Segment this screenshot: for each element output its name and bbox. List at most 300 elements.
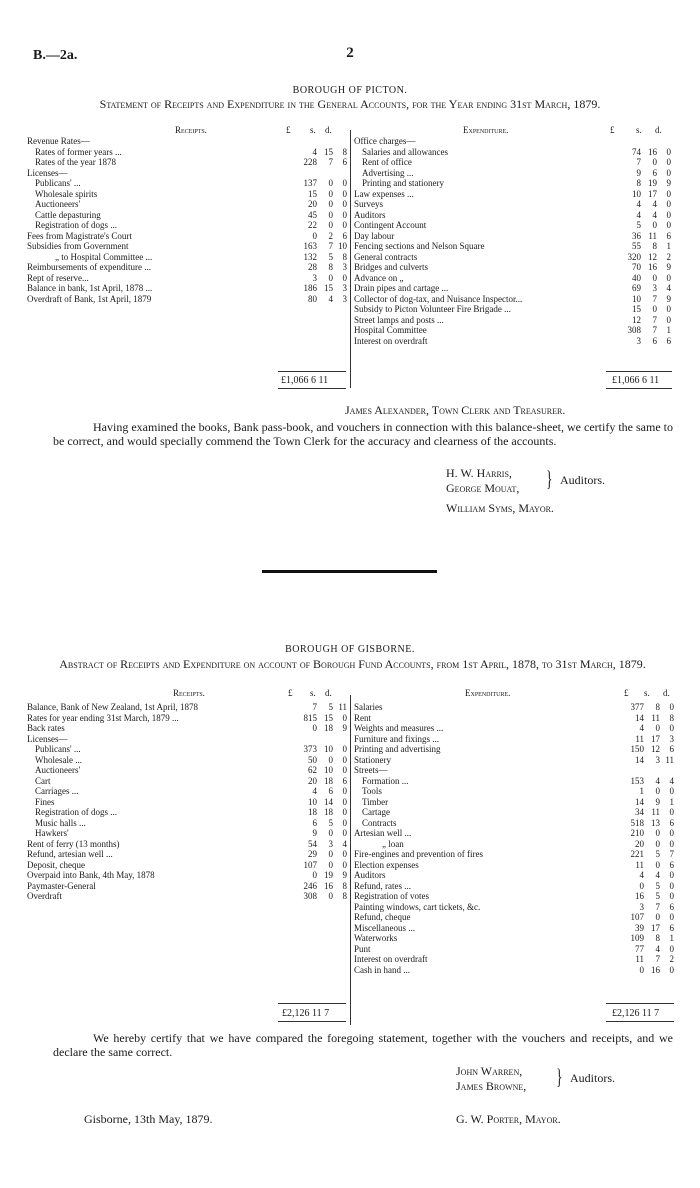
ledger-item-label: Balance, Bank of New Zealand, 1st April, 1878 bbox=[27, 702, 198, 712]
ledger-item-label: Fire-engines and prevention of fires bbox=[354, 849, 483, 859]
ledger-row bbox=[27, 273, 347, 284]
picton-audit-certificate: Having examined the books, Bank pass-book, and vouchers in connection with this balance-sheet, we certify the same to be correct, and would specially commend the Town Clerk for the accuracy and clearness of the accounts. bbox=[53, 420, 673, 448]
total-rule bbox=[606, 371, 672, 372]
ledger-item-label: „ to Hospital Committee ... bbox=[55, 251, 153, 262]
ledger-row bbox=[27, 241, 347, 252]
amount-pounds: 22 bbox=[308, 220, 317, 230]
ledger-row bbox=[27, 765, 347, 776]
ledger-item-label: Rates of the year 1878 bbox=[35, 157, 116, 167]
amount-pounds: 16 bbox=[635, 891, 644, 901]
amount-pence: 8 bbox=[342, 146, 347, 157]
amount-pence: 4 bbox=[669, 775, 674, 786]
amount-pence: 0 bbox=[666, 220, 671, 230]
amount-shillings: 11 bbox=[648, 230, 657, 241]
ledger-row bbox=[354, 965, 674, 976]
gisborne-expenditure-list bbox=[354, 702, 674, 975]
amount-pence: 0 bbox=[669, 807, 674, 817]
ledger-item-label: Rept of reserve... bbox=[27, 272, 89, 283]
ledger-item-label: Auditors bbox=[354, 209, 386, 220]
gisborne-expenditure-total: £2,126 11 7 bbox=[612, 1008, 660, 1019]
ledger-item-label: Waterworks bbox=[354, 933, 398, 943]
ledger-row bbox=[27, 828, 347, 839]
ledger-row bbox=[27, 168, 347, 179]
ledger-row bbox=[354, 797, 674, 808]
amount-pounds: 153 bbox=[630, 775, 644, 786]
ledger-item-label: Reimbursements of expenditure ... bbox=[27, 262, 151, 272]
amount-shillings: 7 bbox=[328, 241, 333, 251]
gisborne-abstract-title: Abstract of Receipts and Expenditure on account of Borough Fund Accounts, from 1st April, 1878, to 31st March, 1879. bbox=[59, 657, 646, 671]
ledger-item-label: Registration of dogs ... bbox=[35, 807, 117, 817]
ledger-row bbox=[354, 713, 674, 724]
ledger-row bbox=[354, 336, 671, 347]
ledger-item-label: Auctioneers' bbox=[35, 199, 81, 209]
amount-pence: 2 bbox=[666, 251, 671, 262]
amount-pounds: 228 bbox=[303, 157, 317, 167]
ledger-row bbox=[354, 776, 674, 787]
amount-pence: 0 bbox=[666, 167, 671, 178]
ledger-row bbox=[27, 283, 347, 294]
amount-pence: 0 bbox=[342, 807, 347, 817]
ledger-item-label: Advertising ... bbox=[362, 167, 414, 178]
amount-pence: 0 bbox=[342, 199, 347, 209]
amount-pence: 0 bbox=[666, 304, 671, 314]
ledger-item-label: Registration of dogs ... bbox=[35, 220, 117, 230]
amount-shillings: 0 bbox=[652, 272, 657, 283]
document-reference: B.—2a. bbox=[33, 48, 78, 63]
amount-pounds: 20 bbox=[308, 775, 317, 786]
amount-shillings: 16 bbox=[648, 262, 657, 272]
amount-pounds: 55 bbox=[632, 241, 641, 251]
amount-shillings: 8 bbox=[652, 241, 657, 251]
ledger-row bbox=[27, 252, 347, 263]
pence-symbol: d. bbox=[663, 688, 670, 698]
ledger-row bbox=[27, 220, 347, 231]
amount-shillings: 6 bbox=[652, 335, 657, 346]
ledger-row bbox=[27, 294, 347, 305]
ledger-row bbox=[354, 702, 674, 713]
amount-shillings: 3 bbox=[328, 838, 333, 849]
amount-pounds: 4 bbox=[636, 199, 641, 209]
ledger-item-label: Auditors bbox=[354, 870, 386, 880]
amount-pence: 3 bbox=[669, 733, 674, 744]
amount-pence: 0 bbox=[666, 272, 671, 283]
amount-shillings: 7 bbox=[655, 954, 660, 964]
picton-receipts-heading: Receipts. bbox=[175, 125, 207, 135]
ledger-item-label: Day labour bbox=[354, 230, 395, 241]
ledger-row bbox=[354, 765, 674, 776]
ledger-item-label: Streets— bbox=[354, 765, 388, 775]
amount-shillings: 0 bbox=[652, 220, 657, 230]
amount-pounds: 45 bbox=[308, 209, 317, 220]
shilling-symbol: s. bbox=[310, 688, 316, 698]
gisborne-borough-title: BOROUGH OF GISBORNE. bbox=[285, 644, 415, 655]
amount-shillings: 13 bbox=[651, 817, 660, 828]
amount-shillings: 16 bbox=[324, 880, 333, 891]
amount-shillings: 3 bbox=[652, 283, 657, 293]
amount-pence: 0 bbox=[666, 314, 671, 325]
ledger-row bbox=[354, 294, 671, 305]
amount-shillings: 0 bbox=[652, 157, 657, 167]
gisborne-mayor-signature: G. W. Porter, Mayor. bbox=[456, 1112, 561, 1126]
picton-expenditure-total: £1,066 6 11 bbox=[612, 375, 660, 386]
ledger-item-label: Carriages ... bbox=[35, 786, 79, 796]
amount-shillings: 7 bbox=[655, 901, 660, 912]
amount-pounds: 10 bbox=[308, 796, 317, 807]
ledger-item-label: Rates of former years ... bbox=[35, 146, 122, 157]
amount-pounds: 308 bbox=[627, 325, 641, 335]
ledger-item-label: Formation ... bbox=[362, 775, 409, 786]
ledger-row bbox=[354, 723, 674, 734]
ledger-row bbox=[354, 220, 671, 231]
amount-pence: 0 bbox=[666, 188, 671, 199]
amount-shillings: 17 bbox=[651, 922, 660, 933]
amount-pounds: 10 bbox=[632, 188, 641, 199]
amount-pounds: 12 bbox=[632, 314, 641, 325]
amount-pounds: 6 bbox=[312, 817, 317, 828]
amount-shillings: 15 bbox=[324, 712, 333, 723]
ledger-row bbox=[354, 147, 671, 158]
ledger-item-label: Painting windows, cart tickets, &c. bbox=[354, 901, 481, 912]
ledger-row bbox=[354, 902, 674, 913]
ledger-row bbox=[354, 304, 671, 315]
amount-pounds: 1 bbox=[639, 786, 644, 796]
ledger-item-label: Interest on overdraft bbox=[354, 954, 428, 964]
amount-shillings: 12 bbox=[651, 744, 660, 754]
amount-shillings: 0 bbox=[655, 838, 660, 849]
picton-mayor-signature: William Syms, Mayor. bbox=[446, 501, 554, 515]
amount-shillings: 5 bbox=[328, 702, 333, 712]
amount-pounds: 14 bbox=[635, 754, 644, 765]
amount-pounds: 150 bbox=[630, 744, 644, 754]
amount-pence: 9 bbox=[342, 723, 347, 733]
ledger-item-label: Back rates bbox=[27, 723, 65, 733]
amount-shillings: 0 bbox=[328, 754, 333, 765]
ledger-row bbox=[354, 189, 671, 200]
amount-pence: 0 bbox=[342, 744, 347, 754]
ledger-item-label: Law expenses ... bbox=[354, 188, 414, 199]
amount-shillings: 4 bbox=[655, 775, 660, 786]
amount-pounds: 7 bbox=[312, 702, 317, 712]
ledger-row bbox=[27, 723, 347, 734]
amount-shillings: 17 bbox=[651, 733, 660, 744]
ledger-row bbox=[27, 157, 347, 168]
ledger-item-label: Election expenses bbox=[354, 859, 419, 870]
ledger-row bbox=[354, 849, 674, 860]
amount-pence: 1 bbox=[666, 241, 671, 251]
amount-shillings: 15 bbox=[324, 146, 333, 157]
ledger-item-label: Wholesale spirits bbox=[35, 188, 98, 199]
amount-pence: 0 bbox=[669, 786, 674, 796]
amount-pounds: 10 bbox=[632, 293, 641, 304]
amount-shillings: 0 bbox=[655, 912, 660, 922]
amount-shillings: 0 bbox=[655, 786, 660, 796]
amount-shillings: 15 bbox=[324, 283, 333, 293]
shilling-symbol: s. bbox=[310, 125, 316, 135]
picton-auditors-label: Auditors. bbox=[560, 473, 605, 487]
amount-pence: 0 bbox=[669, 723, 674, 733]
ledger-row bbox=[27, 776, 347, 787]
amount-pounds: 11 bbox=[635, 733, 644, 744]
picton-auditor-1: H. W. Harris, bbox=[446, 466, 512, 480]
ledger-row bbox=[354, 860, 674, 871]
amount-pence: 0 bbox=[342, 796, 347, 807]
amount-shillings: 4 bbox=[328, 293, 333, 304]
amount-pounds: 77 bbox=[635, 943, 644, 954]
amount-pounds: 9 bbox=[636, 167, 641, 178]
amount-pence: 0 bbox=[666, 209, 671, 220]
ledger-item-label: Music halls ... bbox=[35, 817, 86, 828]
ledger-item-label: Subsidy to Picton Volunteer Fire Brigade ... bbox=[354, 304, 511, 314]
brace-glyph: } bbox=[556, 1064, 563, 1089]
shilling-symbol: s. bbox=[636, 125, 642, 135]
amount-pence: 6 bbox=[666, 230, 671, 241]
gisborne-audit-certificate: We hereby certify that we have compared the foregoing statement, together with the vouchers and receipts, and we declare the same correct. bbox=[53, 1031, 673, 1059]
ledger-item-label: Revenue Rates— bbox=[27, 136, 90, 146]
amount-pence: 6 bbox=[669, 817, 674, 828]
ledger-row bbox=[27, 262, 347, 273]
amount-pence: 0 bbox=[342, 859, 347, 870]
ledger-item-label: Contingent Account bbox=[354, 220, 427, 230]
ledger-item-label: Bridges and culverts bbox=[354, 262, 428, 272]
amount-shillings: 4 bbox=[652, 209, 657, 220]
ledger-row bbox=[354, 136, 671, 147]
column-divider bbox=[350, 695, 351, 1025]
ledger-row bbox=[354, 231, 671, 242]
ledger-item-label: Street lamps and posts ... bbox=[354, 314, 444, 325]
amount-shillings: 17 bbox=[648, 188, 657, 199]
ledger-row bbox=[27, 891, 347, 902]
amount-pence: 0 bbox=[342, 849, 347, 859]
amount-shillings: 5 bbox=[328, 817, 333, 828]
amount-shillings: 5 bbox=[655, 880, 660, 891]
ledger-item-label: Publicans' ... bbox=[35, 178, 81, 188]
amount-pence: 6 bbox=[342, 157, 347, 167]
ledger-row bbox=[354, 744, 674, 755]
ledger-row bbox=[27, 147, 347, 158]
picton-auditor-2: George Mouat, bbox=[446, 481, 520, 495]
ledger-item-label: Rates for year ending 31st March, 1879 ... bbox=[27, 712, 179, 723]
ledger-item-label: Cart bbox=[35, 775, 51, 786]
amount-pence: 6 bbox=[342, 775, 347, 786]
picton-receipts-list bbox=[27, 136, 347, 304]
ledger-item-label: „ loan bbox=[382, 838, 404, 849]
gisborne-auditors-label: Auditors. bbox=[570, 1071, 615, 1085]
amount-pounds: 246 bbox=[303, 880, 317, 891]
gisborne-auditor-1: John Warren, bbox=[456, 1064, 523, 1078]
amount-pounds: 74 bbox=[632, 146, 641, 157]
ledger-row bbox=[354, 891, 674, 902]
amount-shillings: 12 bbox=[648, 251, 657, 262]
amount-shillings: 0 bbox=[328, 891, 333, 901]
amount-pounds: 4 bbox=[312, 146, 317, 157]
gisborne-receipts-total: £2,126 11 7 bbox=[282, 1008, 330, 1019]
amount-pence: 0 bbox=[342, 828, 347, 838]
total-rule bbox=[606, 388, 672, 389]
amount-pounds: 5 bbox=[636, 220, 641, 230]
ledger-row bbox=[27, 702, 347, 713]
ledger-item-label: Miscellaneous ... bbox=[354, 922, 415, 933]
amount-pounds: 14 bbox=[635, 712, 644, 723]
amount-pounds: 54 bbox=[308, 838, 317, 849]
amount-shillings: 10 bbox=[324, 744, 333, 754]
gisborne-place-date: Gisborne, 13th May, 1879. bbox=[84, 1112, 213, 1126]
amount-shillings: 7 bbox=[652, 314, 657, 325]
ledger-row bbox=[27, 744, 347, 755]
amount-shillings: 16 bbox=[648, 146, 657, 157]
amount-pence: 3 bbox=[342, 283, 347, 293]
total-rule bbox=[606, 1003, 674, 1004]
amount-pence: 6 bbox=[669, 744, 674, 754]
amount-shillings: 5 bbox=[655, 891, 660, 901]
ledger-item-label: Surveys bbox=[354, 199, 383, 209]
ledger-row bbox=[27, 839, 347, 850]
ledger-item-label: Printing and advertising bbox=[354, 744, 441, 754]
amount-pounds: 8 bbox=[636, 178, 641, 188]
amount-pence: 0 bbox=[342, 817, 347, 828]
amount-pounds: 62 bbox=[308, 765, 317, 775]
amount-pence: 4 bbox=[342, 838, 347, 849]
amount-pounds: 107 bbox=[303, 859, 317, 870]
pound-symbol: £ bbox=[624, 688, 629, 698]
amount-pence: 0 bbox=[342, 209, 347, 220]
amount-pounds: 3 bbox=[312, 272, 317, 283]
pence-symbol: d. bbox=[655, 125, 662, 135]
total-rule bbox=[278, 371, 346, 372]
amount-pence: 3 bbox=[342, 262, 347, 272]
amount-shillings: 18 bbox=[324, 775, 333, 786]
amount-shillings: 7 bbox=[652, 293, 657, 304]
amount-pounds: 0 bbox=[312, 230, 317, 241]
ledger-row bbox=[354, 881, 674, 892]
ledger-row bbox=[354, 210, 671, 221]
amount-pence: 1 bbox=[669, 933, 674, 943]
amount-pounds: 29 bbox=[308, 849, 317, 859]
ledger-item-label: General contracts bbox=[354, 251, 418, 262]
amount-shillings: 4 bbox=[652, 199, 657, 209]
amount-shillings: 7 bbox=[328, 157, 333, 167]
brace-glyph: } bbox=[546, 466, 553, 491]
ledger-item-label: Paymaster-General bbox=[27, 880, 96, 891]
ledger-row bbox=[27, 881, 347, 892]
amount-pounds: 186 bbox=[303, 283, 317, 293]
amount-pence: 0 bbox=[342, 786, 347, 796]
ledger-item-label: Fines bbox=[35, 796, 55, 807]
ledger-row bbox=[354, 315, 671, 326]
ledger-item-label: Refund, rates ... bbox=[354, 880, 411, 891]
ledger-item-label: Overpaid into Bank, 4th May, 1878 bbox=[27, 870, 155, 880]
amount-pounds: 308 bbox=[303, 891, 317, 901]
pence-symbol: d. bbox=[325, 688, 332, 698]
amount-pounds: 3 bbox=[639, 901, 644, 912]
amount-pence: 9 bbox=[666, 293, 671, 304]
amount-pence: 0 bbox=[666, 146, 671, 157]
amount-shillings: 8 bbox=[328, 262, 333, 272]
ledger-row bbox=[354, 262, 671, 273]
ledger-row bbox=[27, 849, 347, 860]
amount-pounds: 11 bbox=[635, 859, 644, 870]
ledger-row bbox=[354, 828, 674, 839]
ledger-row bbox=[354, 839, 674, 850]
ledger-row bbox=[354, 807, 674, 818]
amount-pence: 6 bbox=[669, 922, 674, 933]
ledger-item-label: Registration of votes bbox=[354, 891, 429, 901]
amount-pounds: 107 bbox=[630, 912, 644, 922]
amount-shillings: 14 bbox=[324, 796, 333, 807]
pound-symbol: £ bbox=[610, 125, 615, 135]
ledger-item-label: Printing and stationery bbox=[362, 178, 444, 188]
ledger-row bbox=[27, 210, 347, 221]
gisborne-receipts-list bbox=[27, 702, 347, 902]
total-rule bbox=[606, 1021, 674, 1022]
amount-pounds: 18 bbox=[308, 807, 317, 817]
amount-shillings: 0 bbox=[328, 849, 333, 859]
ledger-row bbox=[354, 870, 674, 881]
amount-pence: 0 bbox=[666, 157, 671, 167]
column-divider bbox=[350, 130, 351, 388]
amount-pence: 0 bbox=[669, 964, 674, 975]
amount-pounds: 39 bbox=[635, 922, 644, 933]
amount-shillings: 11 bbox=[651, 712, 660, 723]
ledger-item-label: Furniture and fixings ... bbox=[354, 733, 439, 744]
amount-pounds: 373 bbox=[303, 744, 317, 754]
amount-pounds: 14 bbox=[635, 796, 644, 807]
amount-shillings: 4 bbox=[655, 943, 660, 954]
ledger-item-label: Artesian well ... bbox=[354, 828, 412, 838]
amount-pounds: 132 bbox=[303, 251, 317, 262]
amount-pounds: 4 bbox=[312, 786, 317, 796]
amount-shillings: 0 bbox=[328, 209, 333, 220]
amount-shillings: 4 bbox=[655, 870, 660, 880]
amount-pence: 6 bbox=[342, 230, 347, 241]
ledger-row bbox=[354, 168, 671, 179]
amount-pence: 8 bbox=[342, 891, 347, 901]
ledger-item-label: Overdraft of Bank, 1st April, 1879 bbox=[27, 293, 152, 304]
amount-pence: 0 bbox=[669, 828, 674, 838]
ledger-row bbox=[27, 231, 347, 242]
ledger-item-label: Deposit, cheque bbox=[27, 859, 85, 870]
ledger-item-label: Advance on „ bbox=[354, 272, 404, 283]
ledger-item-label: Overdraft bbox=[27, 891, 62, 901]
picton-expenditure-heading: Expenditure. bbox=[463, 125, 509, 135]
ledger-item-label: Wholesale ... bbox=[35, 754, 82, 765]
ledger-item-label: Hospital Committee bbox=[354, 325, 427, 335]
amount-pounds: 320 bbox=[627, 251, 641, 262]
amount-pounds: 15 bbox=[308, 188, 317, 199]
amount-pence: 0 bbox=[342, 754, 347, 765]
ledger-row bbox=[27, 734, 347, 745]
amount-pounds: 36 bbox=[632, 230, 641, 241]
amount-shillings: 0 bbox=[655, 859, 660, 870]
amount-shillings: 0 bbox=[328, 859, 333, 870]
ledger-row bbox=[27, 755, 347, 766]
ledger-item-label: Licenses— bbox=[27, 733, 68, 744]
picton-borough-title: BOROUGH OF PICTON. bbox=[292, 85, 408, 96]
ledger-item-label: Cartage bbox=[362, 807, 390, 817]
amount-pence: 11 bbox=[665, 754, 674, 765]
amount-shillings: 10 bbox=[324, 765, 333, 775]
amount-shillings: 0 bbox=[655, 723, 660, 733]
amount-pence: 0 bbox=[669, 943, 674, 954]
amount-pounds: 109 bbox=[630, 933, 644, 943]
amount-shillings: 6 bbox=[328, 786, 333, 796]
amount-shillings: 0 bbox=[328, 188, 333, 199]
picton-statement-title: Statement of Receipts and Expenditure in the General Accounts, for the Year ending 31st March, 1879. bbox=[99, 97, 601, 111]
ledger-row bbox=[354, 734, 674, 745]
amount-shillings: 8 bbox=[655, 933, 660, 943]
ledger-row bbox=[354, 912, 674, 923]
amount-shillings: 5 bbox=[328, 251, 333, 262]
total-rule bbox=[278, 1021, 346, 1022]
